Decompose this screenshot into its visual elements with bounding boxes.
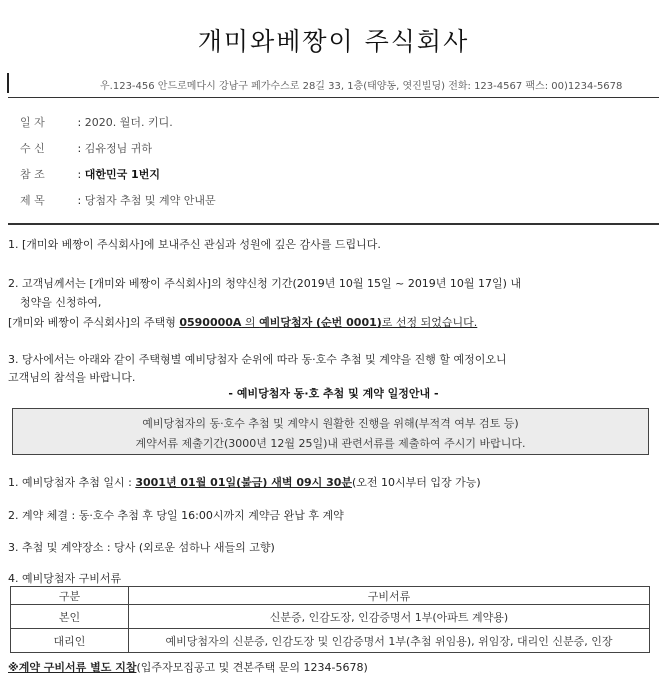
reserve-rank: 예비당첨자 (순번 0001) <box>259 316 382 329</box>
table-header-row <box>11 587 650 605</box>
paragraph-2-company: [개미와 베짱이 주식회사]의 주택형 <box>8 316 180 329</box>
meta-recipient-value: 김유정님 귀하 <box>84 142 152 155</box>
meta-subject-key: 제 목 <box>20 194 45 207</box>
meta-reference <box>20 166 160 182</box>
table-cell-documents: 신분증, 인감도장, 인감증명서 1부(아파트 계약용) <box>129 605 650 629</box>
meta-subject-sep: : <box>77 194 82 207</box>
table-header-documents: 구비서류 <box>129 587 650 605</box>
table-header-category: 구분 <box>11 587 129 605</box>
company-title: 개미와베짱이 주식회사 <box>197 27 470 56</box>
paragraph-2-line-3 <box>8 314 477 330</box>
footnote <box>8 659 368 675</box>
item-2: 2. 계약 체결 : 동·호수 추첨 후 당일 16:00시까지 계약금 완납 후 계약 <box>8 509 344 522</box>
meta-recipient-key: 수 신 <box>20 142 45 155</box>
table-cell-category: 본인 <box>11 605 129 629</box>
meta-subject <box>20 192 216 208</box>
notice-line-1: 예비당첨자의 동·호수 추첨 및 계약시 원활한 진행을 위해(부적격 여부 검토 등) <box>142 417 519 430</box>
meta-recipient-sep: : <box>77 142 82 155</box>
company-address: 우.123-456 안드로메다시 강남구 페가수스로 28길 33, 1층(태양동, 엿진빌딩) 전화: 123-4567 팩스: 00)1234-5678 <box>100 81 623 92</box>
meta-subject-value: 당첨자 추첨 및 계약 안내문 <box>84 194 216 207</box>
address-marker <box>7 73 9 93</box>
paragraph-2-selected: 로 선정 되었습니다. <box>381 316 478 329</box>
meta-reference-value: 대한민국 1번지 <box>84 168 160 181</box>
paragraph-2-mid: 의 <box>241 316 260 329</box>
meta-reference-sep: : <box>77 168 82 181</box>
table-row <box>11 629 650 653</box>
meta-date-sep: : <box>77 116 82 129</box>
notice-box <box>12 408 649 455</box>
item-1 <box>8 474 481 490</box>
header-divider <box>8 97 659 98</box>
table-cell-category: 대리인 <box>11 629 129 653</box>
paragraph-2-line-1: 2. 고객님께서는 [개미와 베짱이 주식회사]의 청약신청 기간(2019년 10월 15일 ~ 2019년 10월 17일) 내 <box>8 277 522 290</box>
item-4: 4. 예비당첨자 구비서류 <box>8 572 122 585</box>
footnote-bold: ※계약 구비서류 별도 지참 <box>8 661 137 674</box>
notice-line-2: 계약서류 제출기간(3000년 12월 25일)내 관련서류를 제출하여 주시기 바랍니다. <box>135 437 526 450</box>
schedule-title: - 예비당첨자 동·호 추첨 및 계약 일정안내 - <box>228 387 439 400</box>
meta-reference-key: 참 조 <box>20 168 45 181</box>
documents-table <box>10 586 650 653</box>
meta-recipient <box>20 140 152 156</box>
table-cell-documents: 예비당첨자의 신분증, 인감도장 및 인감증명서 1부(추첨 위임용), 위임장, 대리인 신분증, 인장 <box>129 629 650 653</box>
meta-date-value: 2020. 월더. 키디. <box>84 116 173 129</box>
meta-divider <box>8 223 659 225</box>
meta-date <box>20 114 173 130</box>
paragraph-1: 1. [개미와 베짱이 주식회사]에 보내주신 관심과 성원에 깊은 감사를 드립니다. <box>8 238 381 251</box>
item-3: 3. 추첨 및 계약장소 : 당사 (외로운 섬하나 새들의 고향) <box>8 541 275 554</box>
item-1-note: (오전 10시부터 입장 가능) <box>352 476 481 489</box>
table-row <box>11 605 650 629</box>
paragraph-3-line-2: 고객님의 참석을 바랍니다. <box>8 371 136 384</box>
house-type: 0590000A <box>179 316 242 329</box>
footnote-rest: (입주자모집공고 및 견본주택 문의 1234-5678) <box>136 661 368 674</box>
paragraph-2-line-2: 청약을 신청하여, <box>20 296 102 309</box>
meta-date-key: 일 자 <box>20 116 45 129</box>
paragraph-3-line-1: 3. 당사에서는 아래와 같이 주택형별 예비당첨자 순위에 따라 동·호수 추첨 및 계약을 진행 할 예정이오니 <box>8 353 507 366</box>
draw-datetime: 3001년 01월 01일(불금) 새벽 09시 30분 <box>135 476 353 489</box>
item-1-label: 1. 예비당첨자 추첨 일시 : <box>8 476 136 489</box>
